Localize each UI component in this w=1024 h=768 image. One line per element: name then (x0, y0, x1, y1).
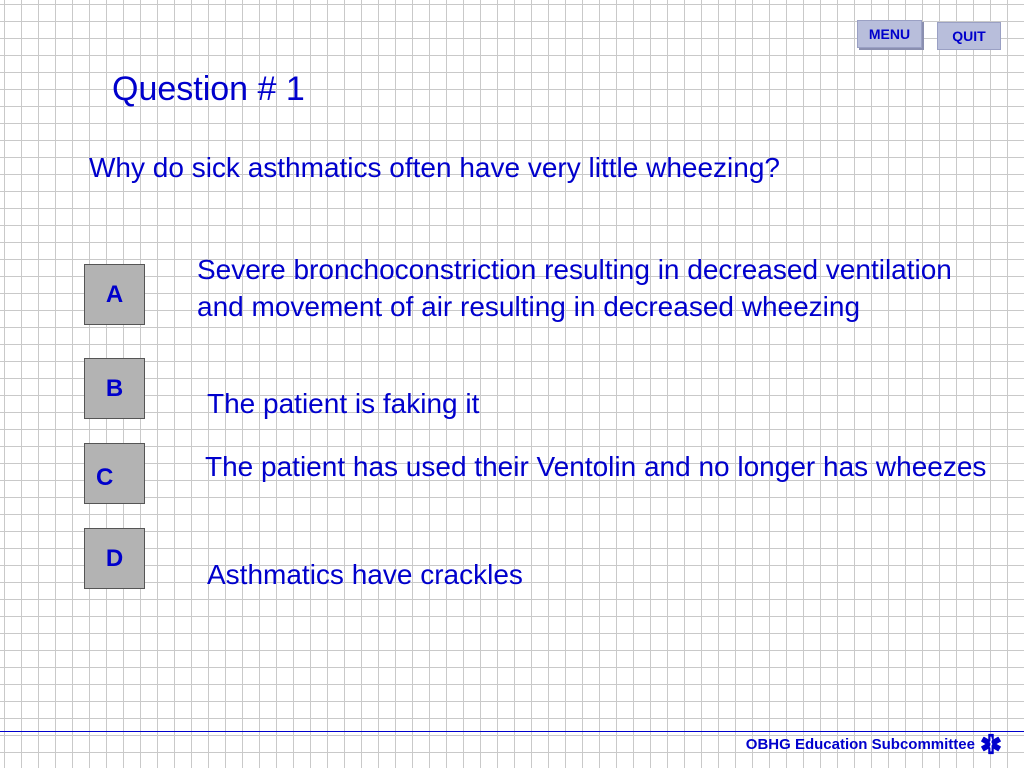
question-title: Question # 1 (112, 70, 305, 108)
star-of-life-icon (980, 733, 1002, 755)
answer-a-button[interactable]: A (84, 264, 145, 325)
answer-d-button[interactable]: D (84, 528, 145, 589)
footer-text: OBHG Education Subcommittee (745, 736, 975, 753)
answer-b-text: The patient is faking it (207, 388, 480, 419)
menu-button[interactable]: MENU (857, 20, 922, 48)
answer-c-button[interactable]: C (84, 443, 145, 504)
answer-d-text: Asthmatics have crackles (207, 559, 523, 590)
answer-a-text: Severe bronchoconstriction resulting in decreased ventilation and movement of air resulting in decreased wheezing (197, 254, 952, 322)
footer-divider (0, 731, 1024, 732)
answer-b-button[interactable]: B (84, 358, 145, 419)
quit-button[interactable]: QUIT (937, 22, 1001, 50)
answer-c-text: The patient has used their Ventolin and no longer has wheezes (205, 451, 987, 482)
question-text: Why do sick asthmatics often have very little wheezing? (89, 152, 780, 183)
